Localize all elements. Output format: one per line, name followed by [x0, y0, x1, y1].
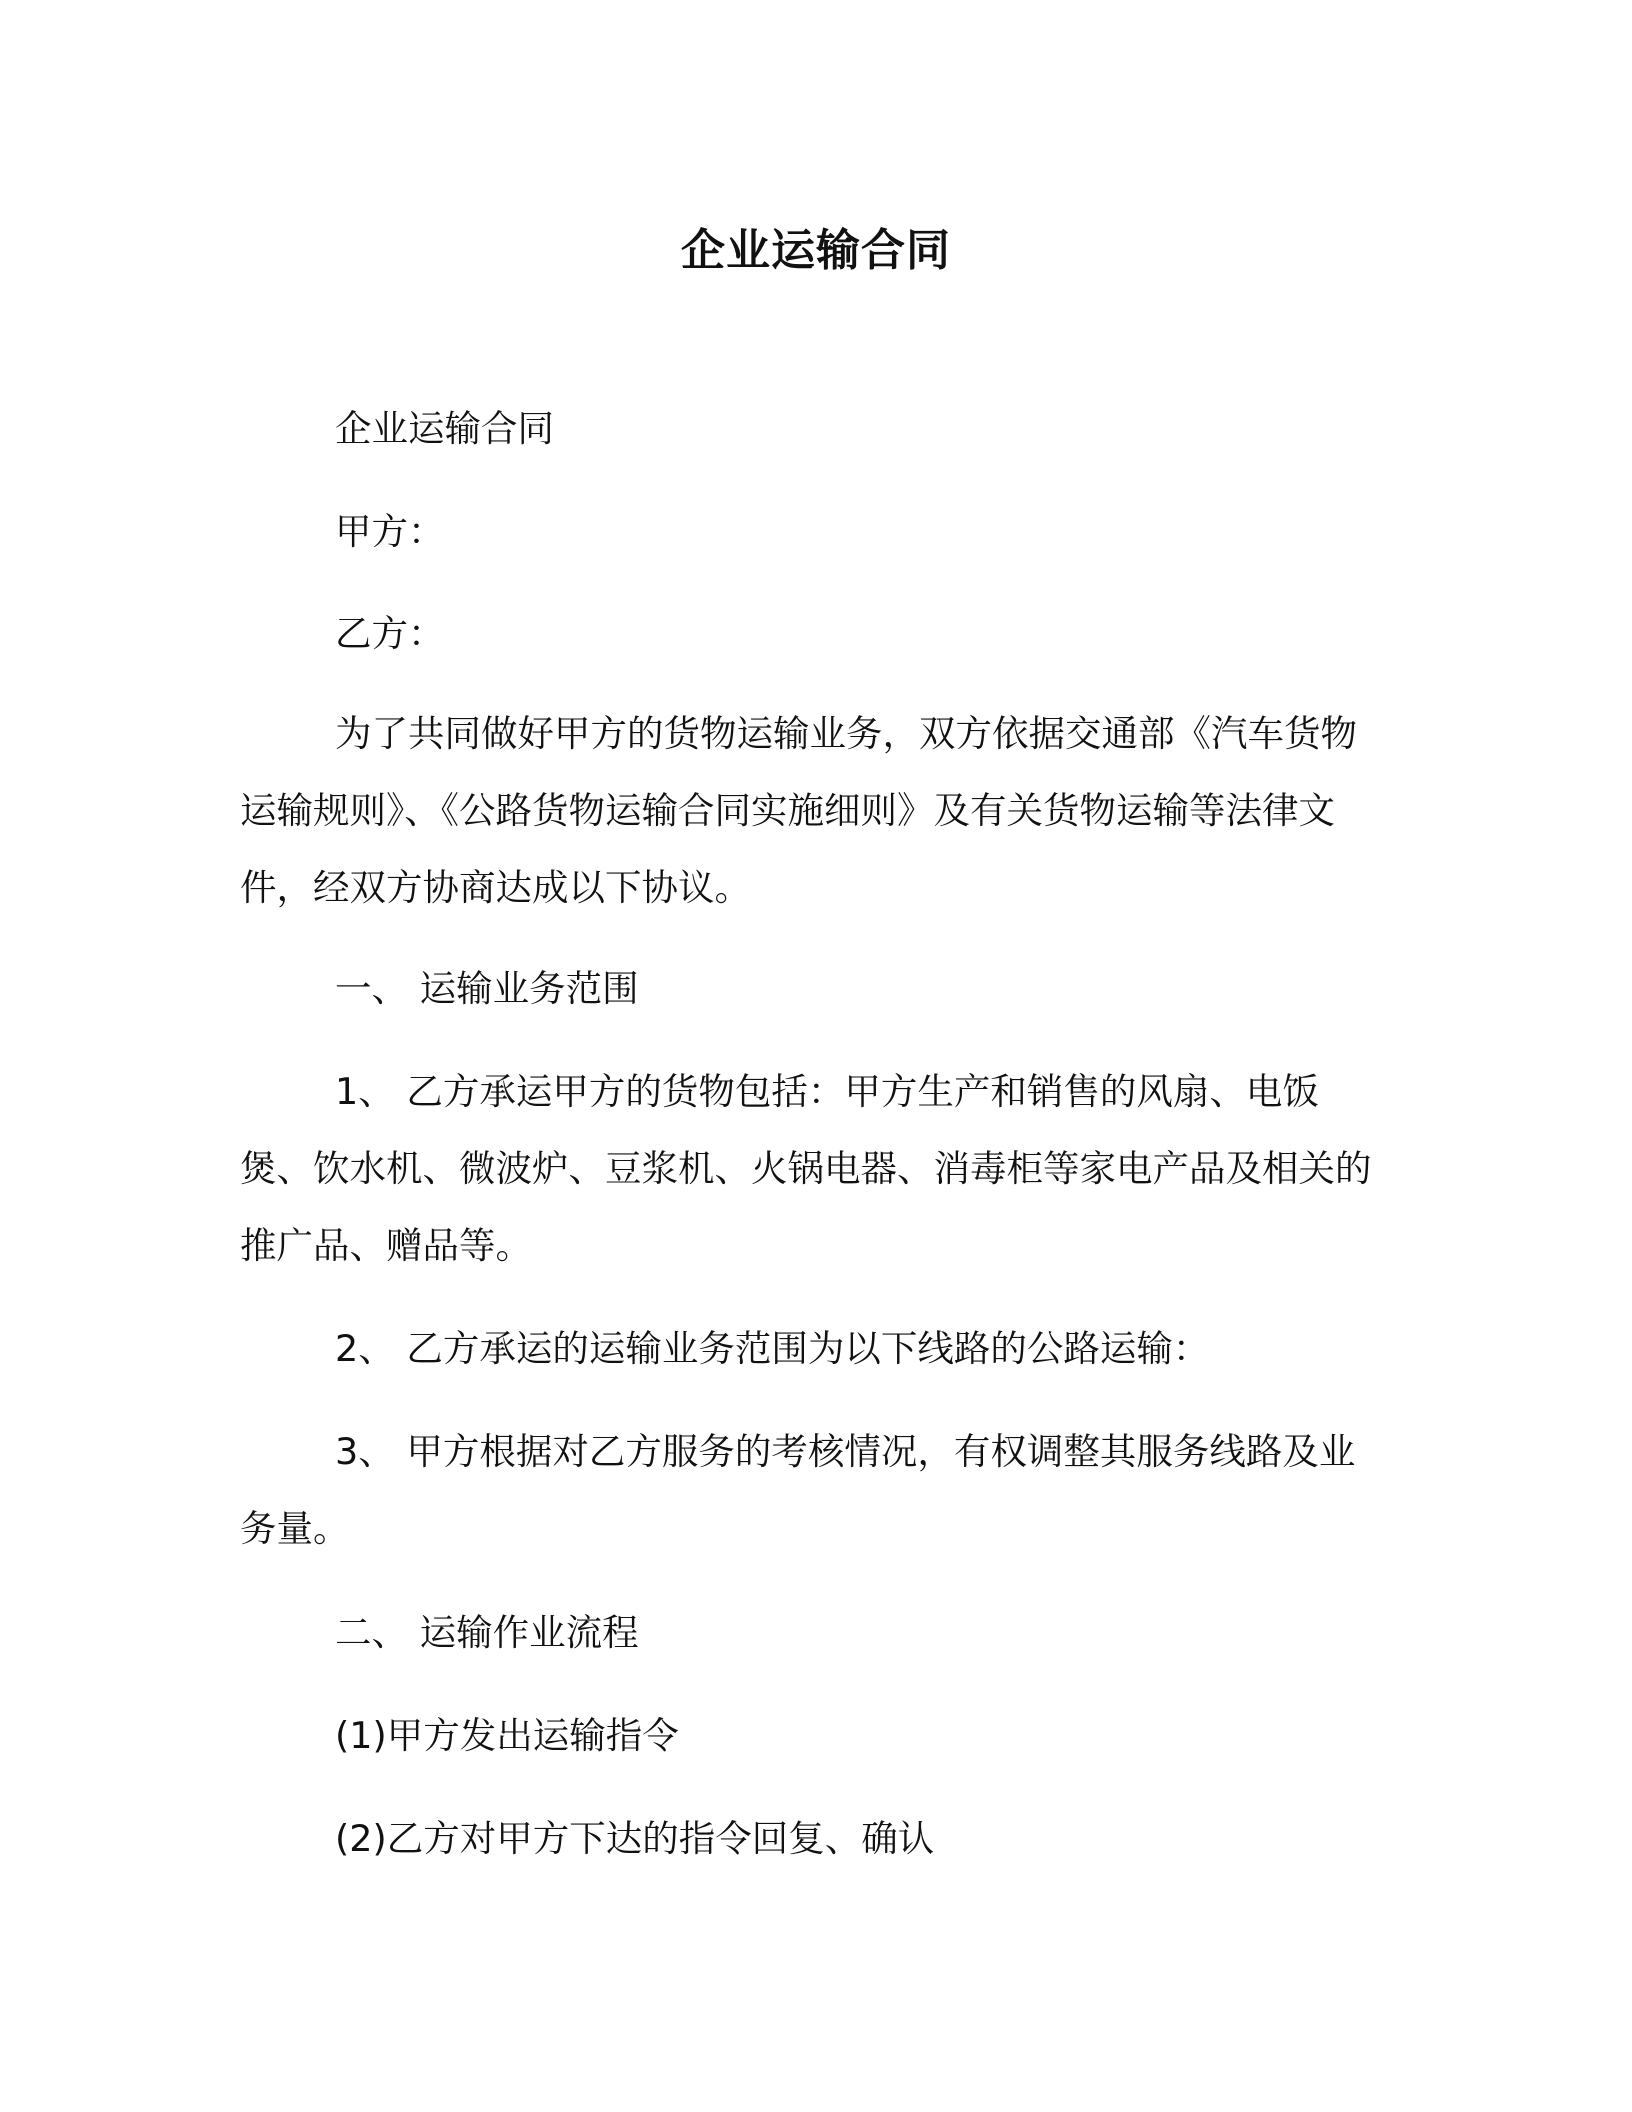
- section-heading-2: 二、 运输作业流程: [335, 1611, 639, 1654]
- process-step-2: (2)乙方对甲方下达的指令回复、确认: [335, 1817, 935, 1860]
- paragraph-party-b: 乙方：: [335, 612, 445, 655]
- paragraph-preamble: 为了共同做好甲方的货物运输业务，双方依据交通部《汽车货物运输规则》、《公路货物运输合同实施细则》及有关货物运输等法律文件，经双方协商达成以下协议。: [240, 712, 1357, 909]
- section-heading-1: 一、 运输业务范围: [335, 967, 639, 1010]
- clause-1-1: 1、 乙方承运甲方的货物包括：甲方生产和销售的风扇、电饭煲、饮水机、微波炉、豆浆机、火锅电器、消毒柜等家电产品及相关的推广品、赠品等。: [240, 1070, 1372, 1267]
- document-title: 企业运输合同: [681, 225, 951, 276]
- paragraph-subtitle: 企业运输合同: [335, 407, 554, 450]
- process-step-1: (1)甲方发出运输指令: [335, 1714, 679, 1757]
- paragraph-party-a: 甲方：: [335, 510, 445, 553]
- clause-1-2: 2、 乙方承运的运输业务范围为以下线路的公路运输：: [335, 1327, 1210, 1370]
- clause-1-3: 3、 甲方根据对乙方服务的考核情况，有权调整其服务线路及业务量。: [240, 1430, 1356, 1550]
